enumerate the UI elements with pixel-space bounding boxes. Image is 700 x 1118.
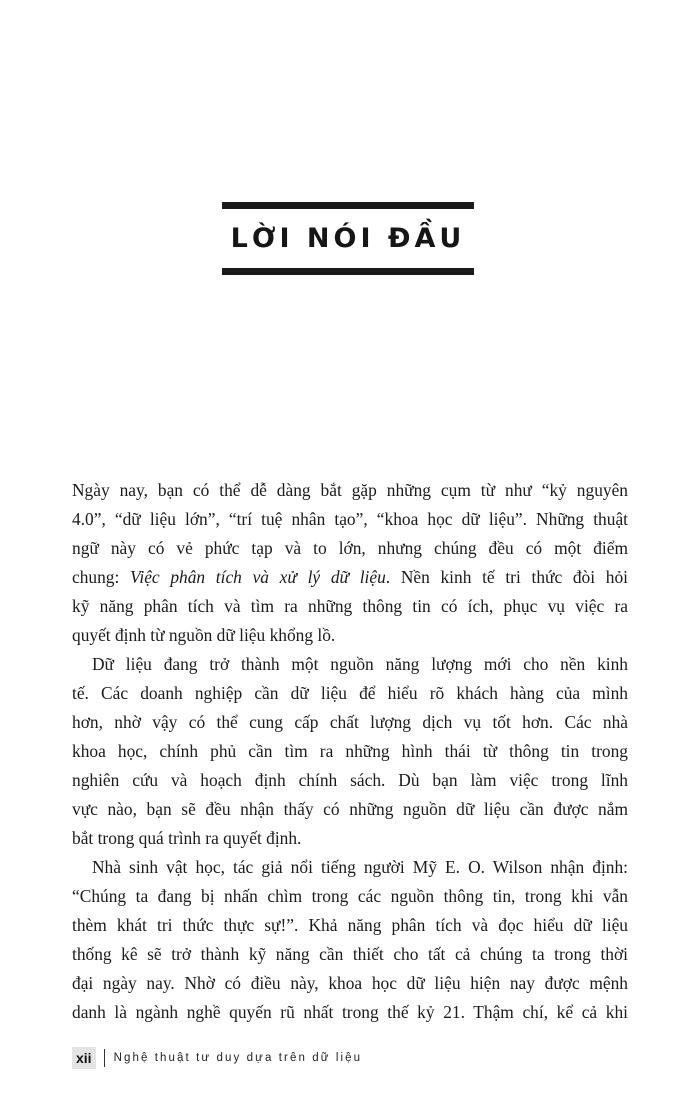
text-line: tế. Các doanh nghiệp cần dữ liệu để hiểu rõ khách hàng của mình [72,683,628,703]
text-line: 4.0”, “dữ liệu lớn”, “trí tuệ nhân tạo”, “khoa học dữ liệu”. Những thuật [72,509,628,529]
title-bottom-rule [222,268,474,275]
text-line [72,563,628,592]
text-run: . Nền kinh tế tri thức đòi hỏi [385,567,628,587]
chapter-title-block [222,202,474,274]
paragraph [72,650,628,853]
page-footer [72,1046,362,1070]
text-line: hơn, nhờ vậy có thể cung cấp chất lượng dịch vụ tốt hơn. Các nhà [72,712,628,732]
text-line: thèm khát tri thức thực sự!”. Khả năng phân tích và đọc hiểu dữ liệu [72,915,628,935]
text-line: bắt trong quá trình ra quyết định. [72,828,302,848]
text-line: Nhà sinh vật học, tác giả nổi tiếng người Mỹ E. O. Wilson nhận định: [92,857,628,877]
chapter-title: LỜI NÓI ĐẦU [230,223,466,254]
text-line: khoa học, chính phủ cần tìm ra những hình thái từ thông tin trong [72,741,628,761]
text-line: nghiên cứu và hoạch định chính sách. Dù bạn làm việc trong lĩnh [72,770,628,790]
text-run: chung: [72,567,131,587]
text-line: kỹ năng phân tích và tìm ra những thông tin có ích, phục vụ việc ra [72,596,628,616]
text-line: ngữ này có vẻ phức tạp và to lớn, nhưng chúng đều có một điểm [72,538,628,558]
running-book-title: Nghệ thuật tư duy dựa trên dữ liệu [113,1052,363,1064]
text-line: đại ngày nay. Nhờ có điều này, khoa học dữ liệu hiện nay được mệnh [72,973,628,993]
footer-divider [104,1049,105,1067]
text-line: vực nào, bạn sẽ đều nhận thấy có những nguồn dữ liệu cần được nắm [72,799,628,819]
text-line: thống kê sẽ trở thành kỹ năng cần thiết cho tất cả chúng ta trong thời [72,944,628,964]
body-text [72,476,628,1027]
paragraph [72,853,628,1027]
text-line: quyết định từ nguồn dữ liệu khổng lồ. [72,625,336,645]
title-top-rule [222,202,474,209]
page-number: xii [72,1047,96,1069]
text-line: “Chúng ta đang bị nhấn chìm trong các nguồn thông tin, trong khi vẫn [72,886,628,906]
text-line: Dữ liệu đang trở thành một nguồn năng lượng mới cho nền kinh [92,654,628,674]
text-line: danh là ngành nghề quyến rũ nhất trong thế kỷ 21. Thậm chí, kể cả khi [72,1002,628,1022]
italic-phrase: Việc phân tích và xử lý dữ liệu [130,567,386,587]
paragraph [72,476,628,650]
text-line: Ngày nay, bạn có thể dễ dàng bắt gặp những cụm từ như “kỷ nguyên [72,480,628,500]
